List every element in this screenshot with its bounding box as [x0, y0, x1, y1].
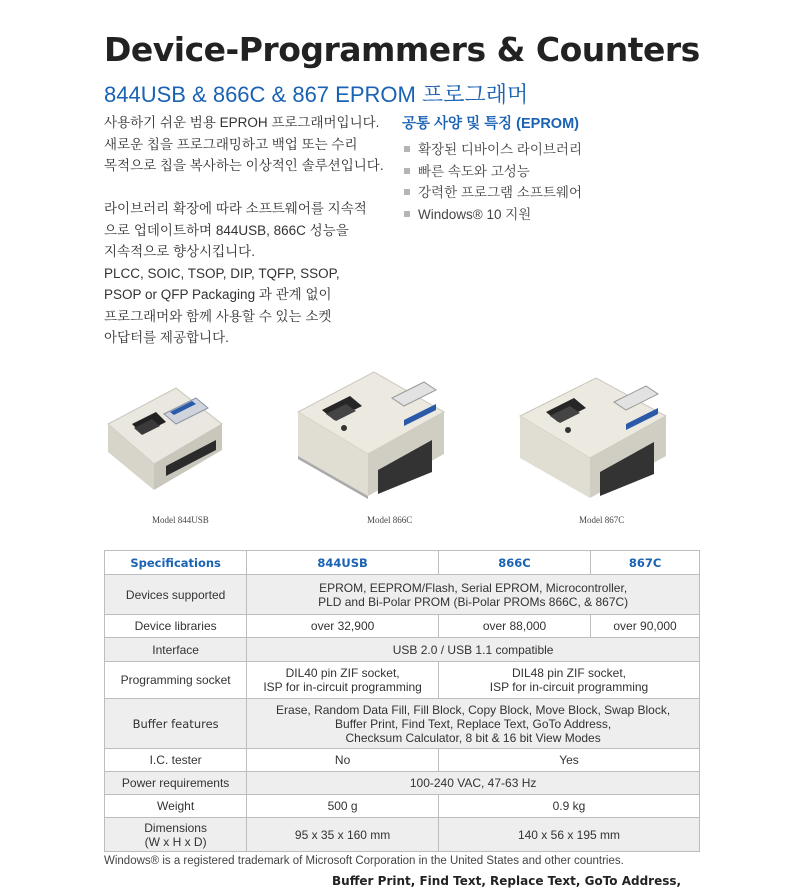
- intro-line: PLCC, SOIC, TSOP, DIP, TQFP, SSOP,: [104, 265, 340, 281]
- page-subtitle: 844USB & 866C & 867 EPROM 프로그래머: [104, 82, 529, 107]
- header-866c: 866C: [438, 551, 590, 575]
- buffer-value: Erase, Random Data Fill, Fill Block, Copy Block, Move Block, Swap Block, Buffer Print, Find Text, Replace Text, GoTo Address, Checksum Calculator, 8 bit & 16 bit View Modes: [247, 699, 700, 749]
- row-label: I.C. tester: [105, 749, 247, 772]
- product-photos: [100, 368, 720, 528]
- caption-844usb: Model 844USB: [152, 515, 209, 525]
- table-row: [105, 699, 700, 749]
- power-value: 100-240 VAC, 47-63 Hz: [247, 772, 700, 795]
- intro-line: 으로 업데이트하며 844USB, 866C 성능을: [104, 222, 349, 238]
- features-panel: [402, 112, 702, 225]
- table-row: [105, 795, 700, 818]
- feature-item: 강력한 프로그램 소프트웨어: [402, 182, 702, 204]
- row-label: Device libraries: [105, 615, 247, 638]
- bullet-icon: [404, 189, 410, 195]
- table-row: [105, 772, 700, 795]
- feature-item: 확장된 디바이스 라이브러리: [402, 139, 702, 161]
- bullet-icon: [404, 211, 410, 217]
- dimensions-866c-867c: 140 x 56 x 195 mm: [438, 818, 699, 852]
- ic-866c-867c: Yes: [438, 749, 699, 772]
- intro-line: 프로그래머와 함께 사용할 수 있는 소켓: [104, 308, 332, 324]
- row-label: Dimensions (W x H x D): [105, 818, 247, 852]
- row-label: Power requirements: [105, 772, 247, 795]
- row-label: Programming socket: [105, 662, 247, 699]
- row-label: Weight: [105, 795, 247, 818]
- table-row: [105, 662, 700, 699]
- intro-line: 새로운 칩을 프로그래밍하고 백업 또는 수리: [104, 136, 358, 152]
- page-title: Device-Programmers & Counters: [104, 30, 700, 69]
- intro-line: 지속적으로 향상시킵니다.: [104, 244, 255, 259]
- libraries-844usb: over 32,900: [247, 615, 439, 638]
- row-label: Interface: [105, 638, 247, 662]
- header-867c: 867C: [591, 551, 700, 575]
- bullet-icon: [404, 146, 410, 152]
- table-header-row: [105, 551, 700, 575]
- features-title: 공통 사양 및 특징 (EPROM): [402, 116, 579, 132]
- device-867c-image: [518, 372, 668, 504]
- feature-item: Windows® 10 지원: [402, 204, 702, 226]
- intro-text: [104, 112, 394, 349]
- socket-866c-867c: DIL48 pin ZIF socket, ISP for in-circuit programming: [438, 662, 699, 699]
- table-row: [105, 638, 700, 662]
- intro-line: 라이브러리 확장에 따라 소프트웨어를 지속적: [104, 201, 367, 216]
- dimensions-844usb: 95 x 35 x 160 mm: [247, 818, 439, 852]
- intro-line: PSOP or QFP Packaging 과 관계 없이: [104, 287, 332, 302]
- intro-line: 아답터를 제공합니다.: [104, 330, 229, 345]
- socket-844usb: DIL40 pin ZIF socket, ISP for in-circuit programming: [247, 662, 439, 699]
- row-label: Buffer features: [105, 699, 247, 749]
- libraries-866c: over 88,000: [438, 615, 590, 638]
- interface-value: USB 2.0 / USB 1.1 compatible: [247, 638, 700, 662]
- table-row: [105, 615, 700, 638]
- feature-item: 빠른 속도와 고성능: [402, 161, 702, 183]
- overflow-text: Buffer Print, Find Text, Replace Text, GoTo Address,: [332, 874, 682, 888]
- ic-844usb: No: [247, 749, 439, 772]
- intro-line: 사용하기 쉬운 범용 EPROH 프로그래머입니다.: [104, 115, 380, 130]
- caption-867c: Model 867C: [579, 515, 625, 525]
- devices-value: EPROM, EEPROM/Flash, Serial EPROM, Microcontroller, PLD and Bi-Polar PROM (Bi-Polar PROMs 866C, & 867C): [247, 575, 700, 615]
- table-row: [105, 749, 700, 772]
- trademark-footnote: Windows® is a registered trademark of Microsoft Corporation in the United States and other countries.: [104, 855, 624, 867]
- caption-866c: Model 866C: [367, 515, 413, 525]
- table-row: [105, 818, 700, 852]
- table-row: [105, 575, 700, 615]
- libraries-867c: over 90,000: [591, 615, 700, 638]
- header-844usb: 844USB: [247, 551, 439, 575]
- device-844usb-image: [104, 380, 224, 498]
- weight-866c-867c: 0.9 kg: [438, 795, 699, 818]
- bullet-icon: [404, 168, 410, 174]
- specifications-table: [104, 550, 700, 852]
- features-list: [402, 139, 702, 225]
- row-label: Devices supported: [105, 575, 247, 615]
- device-866c-image: [296, 368, 446, 503]
- header-specifications: Specifications: [105, 551, 247, 575]
- intro-line: 목적으로 칩을 복사하는 이상적인 솔루션입니다.: [104, 158, 384, 173]
- weight-844usb: 500 g: [247, 795, 439, 818]
